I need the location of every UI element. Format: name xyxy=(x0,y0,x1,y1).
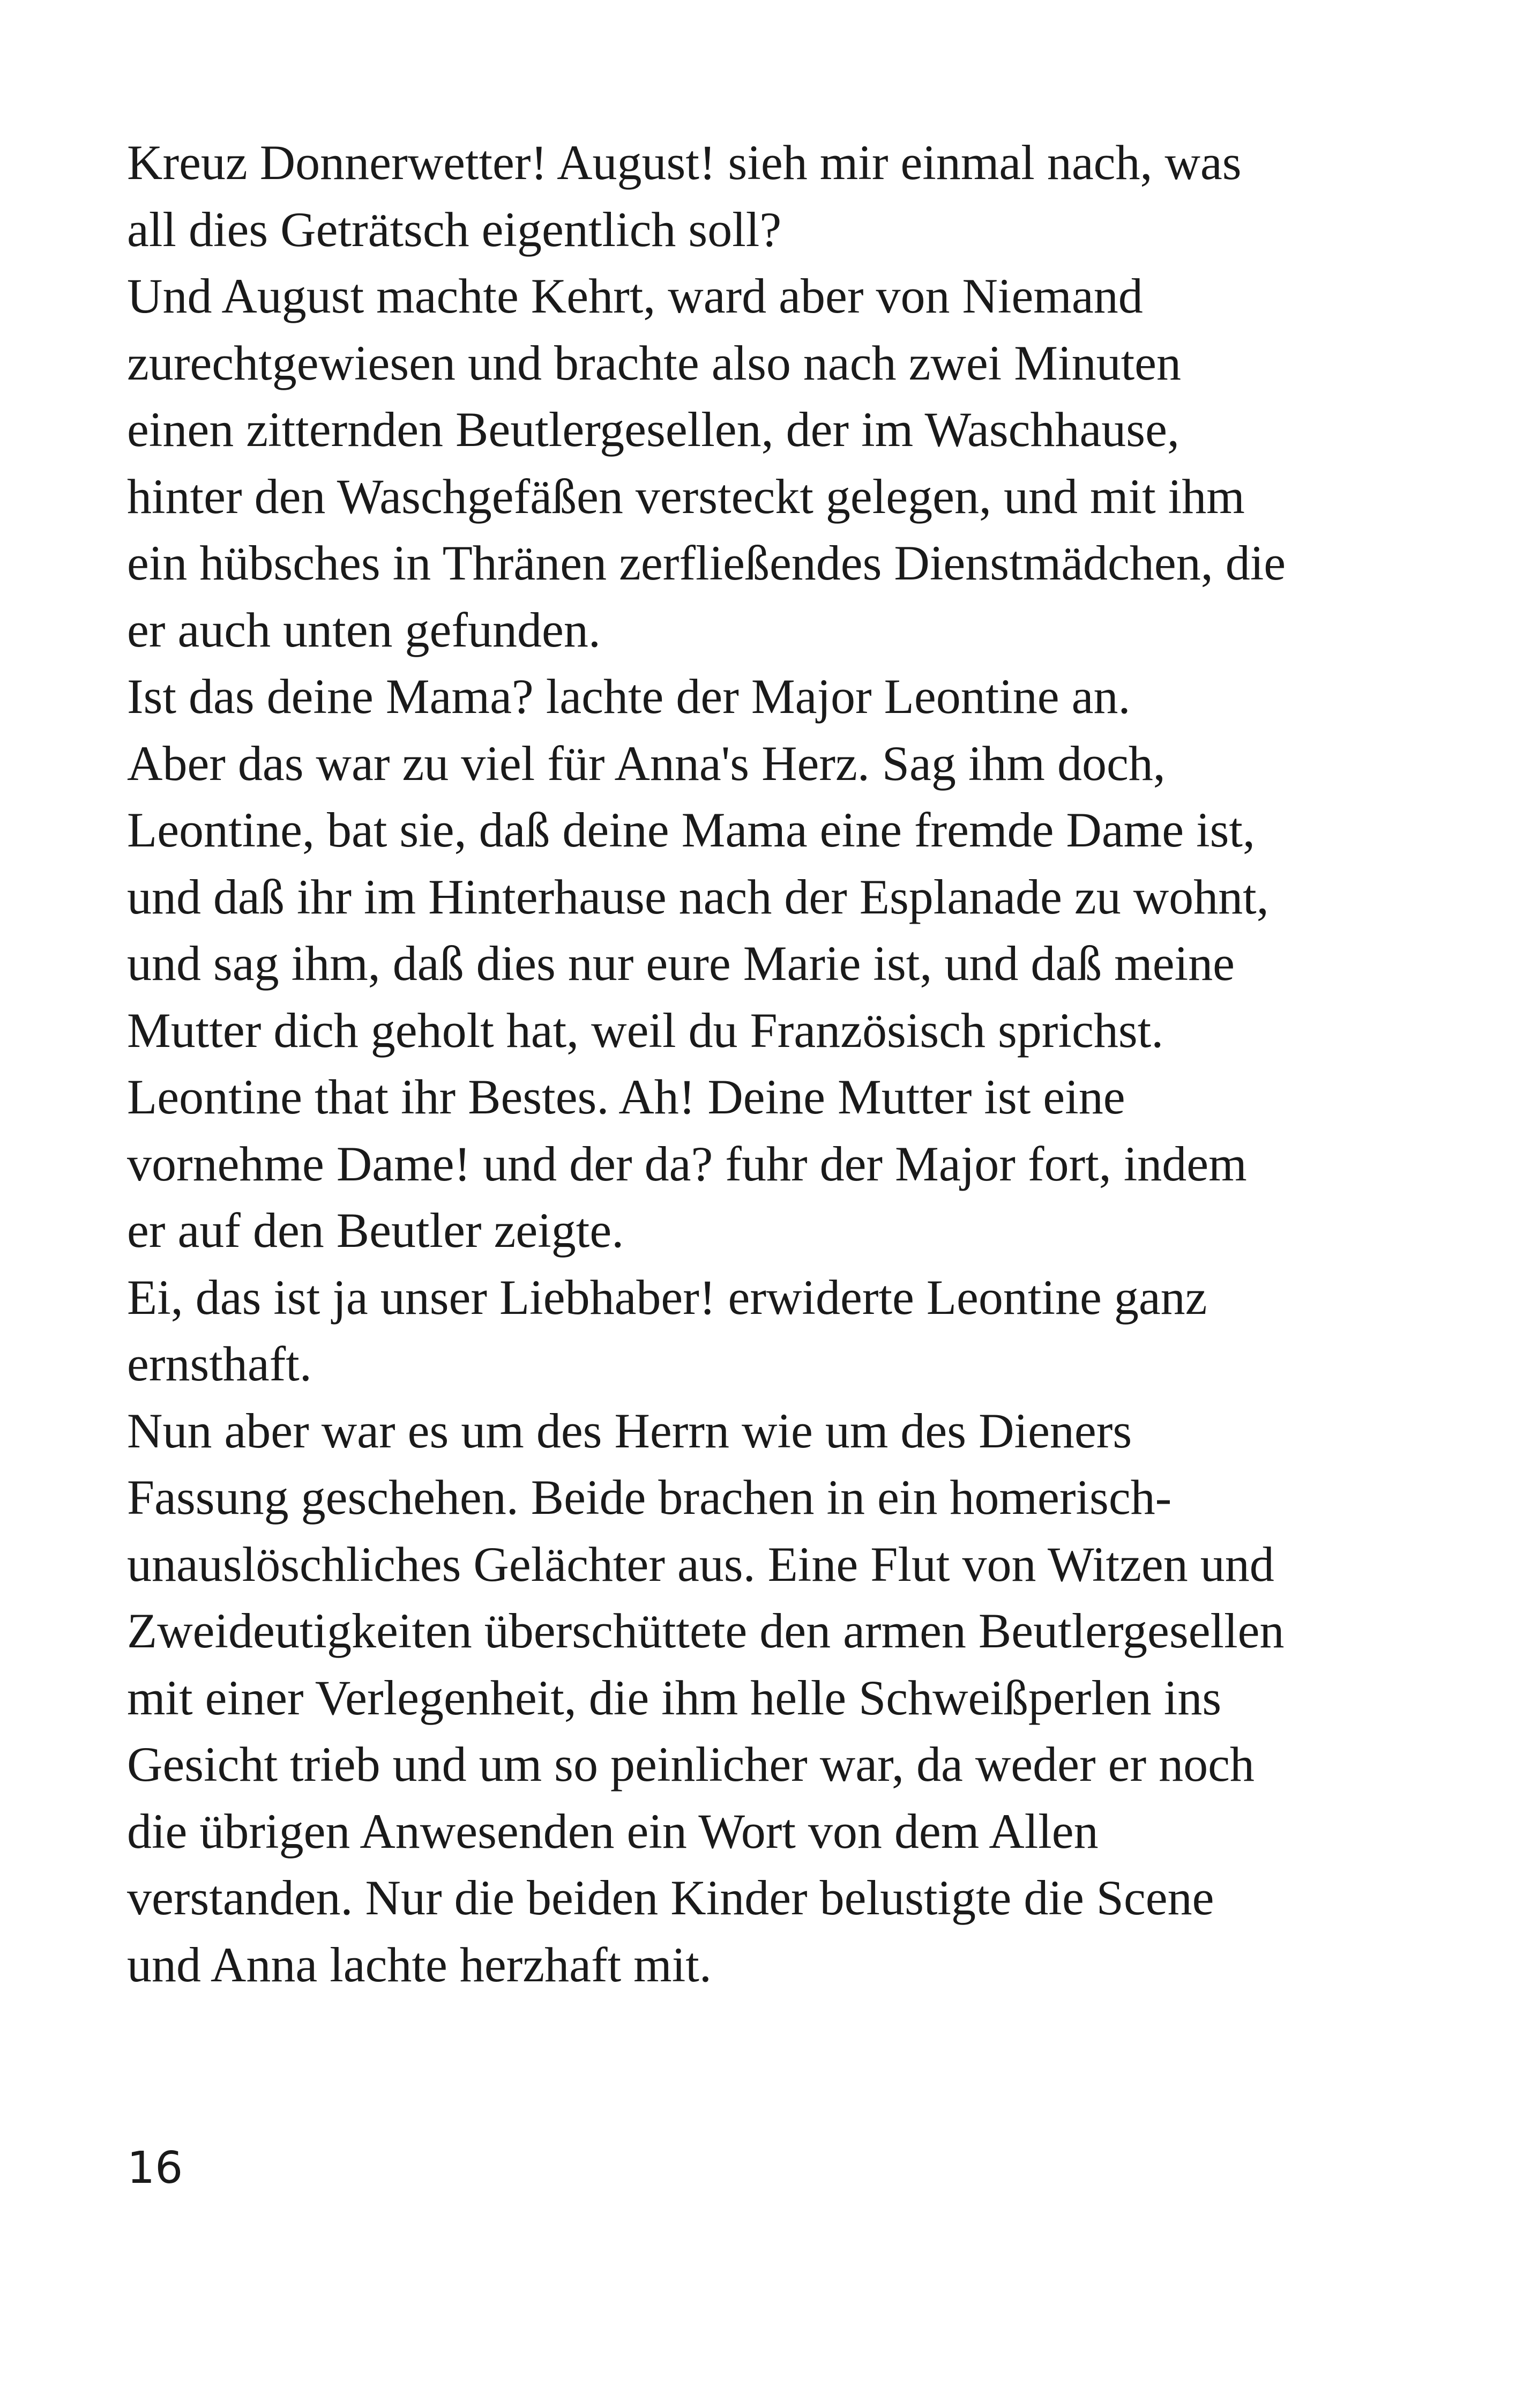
page-number: 16 xyxy=(127,2143,183,2194)
text-line: verstanden. Nur die beiden Kinder belustigte die Scene xyxy=(127,1870,1214,1925)
text-line: Gesicht trieb und um so peinlicher war, da weder er noch xyxy=(127,1737,1255,1792)
text-line: Leontine that ihr Bestes. Ah! Deine Mutter ist eine xyxy=(127,1069,1125,1124)
text-line: all dies Geträtsch eigentlich soll? xyxy=(127,202,782,257)
body-text xyxy=(127,129,1424,1998)
text-line: vornehme Dame! und der da? fuhr der Major fort, indem xyxy=(127,1136,1247,1191)
text-line: zurechtgewiesen und brachte also nach zwei Minuten xyxy=(127,335,1181,390)
text-line: Ei, das ist ja unser Liebhaber! erwiderte Leontine ganz xyxy=(127,1269,1207,1325)
text-line: Kreuz Donnerwetter! August! sieh mir einmal nach, was xyxy=(127,135,1242,190)
text-line: Mutter dich geholt hat, weil du Französisch sprichst. xyxy=(127,1002,1164,1058)
text-line: und sag ihm, daß dies nur eure Marie ist, und daß meine xyxy=(127,936,1235,991)
text-line: Nun aber war es um des Herrn wie um des Dieners xyxy=(127,1403,1132,1458)
text-line: Leontine, bat sie, daß deine Mama eine fremde Dame ist, xyxy=(127,802,1255,857)
text-line: Und August machte Kehrt, ward aber von Niemand xyxy=(127,269,1143,323)
text-line: Zweideutigkeiten überschüttete den armen Beutlergesellen xyxy=(127,1603,1285,1658)
text-line: ein hübsches in Thränen zerfließendes Dienstmädchen, die xyxy=(127,536,1286,590)
text-line: und daß ihr im Hinterhause nach der Esplanade zu wohnt, xyxy=(127,869,1269,924)
text-line: mit einer Verlegenheit, die ihm helle Schweißperlen ins xyxy=(127,1670,1222,1725)
text-line: und Anna lachte herzhaft mit. xyxy=(127,1937,712,1992)
text-line: Aber das war zu viel für Anna's Herz. Sag ihm doch, xyxy=(127,735,1166,791)
text-line: die übrigen Anwesenden ein Wort von dem Allen xyxy=(127,1803,1099,1859)
text-line: er auch unten gefunden. xyxy=(127,602,601,657)
text-line: Ist das deine Mama? lachte der Major Leontine an. xyxy=(127,669,1131,724)
text-line: unauslöschliches Gelächter aus. Eine Flut von Witzen und xyxy=(127,1536,1274,1592)
text-line: einen zitternden Beutlergesellen, der im Waschhause, xyxy=(127,402,1179,457)
text-line: er auf den Beutler zeigte. xyxy=(127,1203,624,1258)
text-line: Fassung geschehen. Beide brachen in ein homerisch- xyxy=(127,1470,1172,1525)
text-line: ernsthaft. xyxy=(127,1336,312,1391)
text-line: hinter den Waschgefäßen versteckt gelegen, und mit ihm xyxy=(127,469,1245,524)
